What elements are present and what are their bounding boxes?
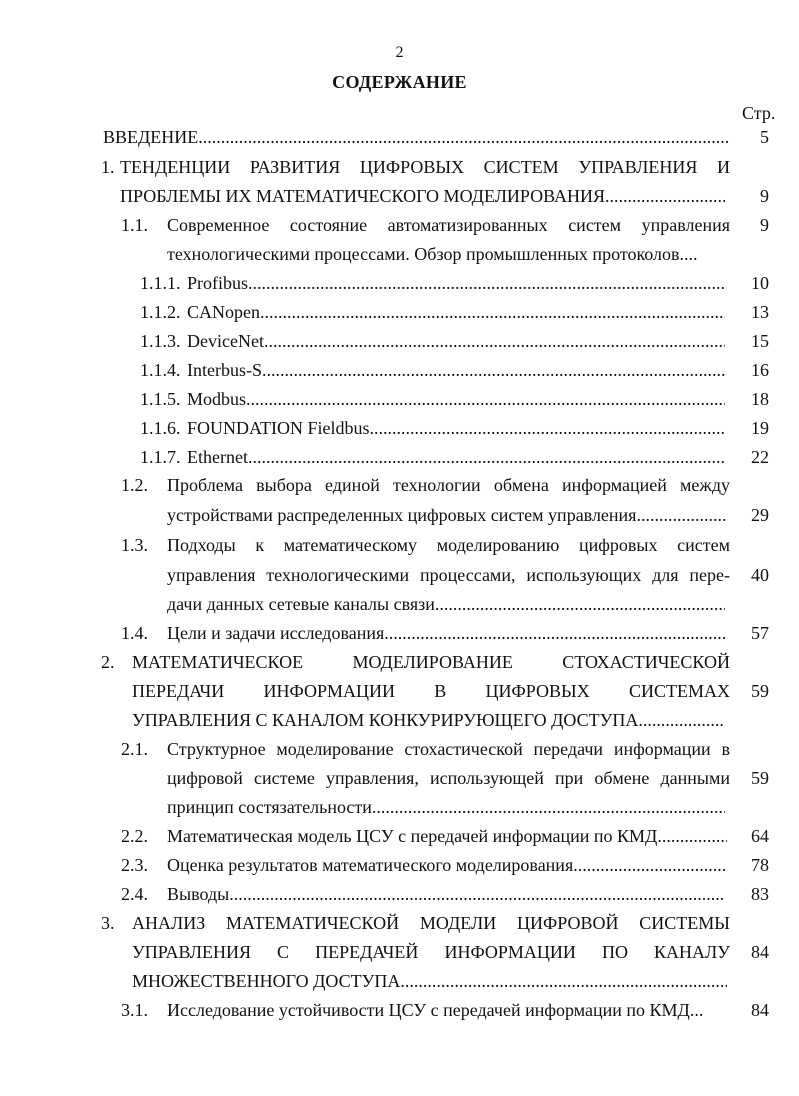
toc-subsection-number: 1.1.6. xyxy=(140,418,181,438)
toc-page-number: 10 xyxy=(751,273,769,293)
dot-leader xyxy=(262,356,725,384)
toc-entry-title: Modbus xyxy=(187,389,247,409)
toc-section-number: 2.2. xyxy=(121,826,148,846)
toc-chapter-2-line-1: МАТЕМАТИЧЕСКОЕ МОДЕЛИРОВАНИЕ СТОХАСТИЧЕСКОЙ xyxy=(132,652,730,672)
toc-section-1-3-line-2: управления технологическими процессами, использующих для пере- xyxy=(167,565,730,585)
dot-leader xyxy=(372,793,725,821)
toc-chapter-1-line-2 xyxy=(120,182,725,210)
toc-page-number: 84 xyxy=(751,942,769,962)
toc-chapter-number: 2. xyxy=(101,652,115,672)
page-column-label: Стр. xyxy=(742,103,776,123)
toc-section-1-2-line-1: Проблема выбора единой технологии обмена информацией между xyxy=(167,475,730,495)
toc-section-number: 1.1. xyxy=(121,215,148,235)
toc-chapter-2-line-3 xyxy=(132,706,725,734)
dot-leader xyxy=(435,590,725,618)
toc-section-2-1-line-1: Структурное моделирование стохастической передачи информации в xyxy=(167,739,730,759)
toc-section-2-2 xyxy=(167,822,727,850)
toc-page-number: 64 xyxy=(751,826,769,846)
toc-page-number: 59 xyxy=(751,681,769,701)
toc-section-number: 2.1. xyxy=(121,739,148,759)
toc-subsection-entry xyxy=(187,356,725,384)
toc-entry-title: Выводы xyxy=(167,884,230,904)
dot-leader xyxy=(229,880,725,908)
toc-entry-title: ВВЕДЕНИЕ xyxy=(103,127,199,147)
toc-entry-title: МНОЖЕСТВЕННОГО ДОСТУПА xyxy=(132,971,401,991)
toc-subsection-number: 1.1.2. xyxy=(140,302,181,322)
dot-leader xyxy=(370,414,725,442)
toc-section-2-1-line-3 xyxy=(167,793,725,821)
toc-subsection-entry xyxy=(187,414,725,442)
toc-section-number: 1.4. xyxy=(121,623,148,643)
toc-entry-title: Ethernet xyxy=(187,447,248,467)
toc-entry-title: Interbus-S xyxy=(187,360,262,380)
toc-section-number: 1.3. xyxy=(121,535,148,555)
dot-leader xyxy=(260,298,725,326)
page-number: 2 xyxy=(395,44,404,61)
toc-chapter-2-line-2: ПЕРЕДАЧИ ИНФОРМАЦИИ В ЦИФРОВЫХ СИСТЕМАХ xyxy=(132,681,730,701)
toc-entry-intro xyxy=(103,123,730,151)
toc-subsection-entry xyxy=(187,443,725,471)
toc-chapter-3-line-2: УПРАВЛЕНИЯ С ПЕРЕДАЧЕЙ ИНФОРМАЦИИ ПО КАНАЛУ xyxy=(132,942,730,962)
dot-leader xyxy=(573,851,727,879)
toc-page-number: 57 xyxy=(751,623,769,643)
dot-leader xyxy=(638,706,725,734)
toc-page-number: 84 xyxy=(751,1000,769,1020)
toc-entry-title: Оценка результатов математического моделирования xyxy=(167,855,574,875)
toc-section-1-4 xyxy=(167,619,725,647)
toc-entry-title: DeviceNet xyxy=(187,331,264,351)
toc-section-number: 3.1. xyxy=(121,1000,148,1020)
toc-section-1-1-line-1: Современное состояние автоматизированных систем управления xyxy=(167,215,730,235)
toc-page-number: 40 xyxy=(751,565,769,585)
dot-leader xyxy=(248,269,725,297)
toc-page-number: 59 xyxy=(751,768,769,788)
toc-section-1-3-line-3 xyxy=(167,590,725,618)
toc-page-number: 5 xyxy=(760,127,769,147)
dot-leader xyxy=(400,967,727,995)
toc-page-number: 29 xyxy=(751,505,769,525)
toc-subsection-entry xyxy=(187,385,725,413)
toc-section-3-1: Исследование устойчивости ЦСУ с передачей информации по КМД... xyxy=(167,1000,704,1020)
page-title: СОДЕРЖАНИЕ xyxy=(332,72,467,92)
toc-entry-title: устройствами распределенных цифровых систем управления xyxy=(167,505,637,525)
toc-entry-title: УПРАВЛЕНИЯ С КАНАЛОМ КОНКУРИРУЮЩЕГО ДОСТУПА xyxy=(132,710,639,730)
dot-leader xyxy=(657,822,727,850)
toc-section-2-3 xyxy=(167,851,727,879)
toc-section-2-4 xyxy=(167,880,725,908)
toc-page-number: 22 xyxy=(751,447,769,467)
dot-leader xyxy=(636,501,727,529)
toc-section-number: 1.2. xyxy=(121,475,148,495)
dot-leader xyxy=(246,385,725,413)
dot-leader xyxy=(605,182,725,210)
toc-entry-title: FOUNDATION Fieldbus xyxy=(187,418,370,438)
toc-section-number: 2.3. xyxy=(121,855,148,875)
toc-chapter-1-line-1: ТЕНДЕНЦИИ РАЗВИТИЯ ЦИФРОВЫХ СИСТЕМ УПРАВЛЕНИЯ И xyxy=(120,157,730,177)
toc-page-number: 9 xyxy=(760,215,769,235)
toc-chapter-number: 1. xyxy=(101,157,115,177)
toc-subsection-number: 1.1.1. xyxy=(140,273,181,293)
dot-leader xyxy=(198,123,730,151)
toc-page-number: 78 xyxy=(751,855,769,875)
toc-chapter-3-line-3 xyxy=(132,967,727,995)
toc-chapter-3-line-1: АНАЛИЗ МАТЕМАТИЧЕСКОЙ МОДЕЛИ ЦИФРОВОЙ СИСТЕМЫ xyxy=(132,913,730,933)
dot-leader xyxy=(384,619,725,647)
toc-page-number: 19 xyxy=(751,418,769,438)
toc-page-number: 16 xyxy=(751,360,769,380)
toc-subsection-number: 1.1.7. xyxy=(140,447,181,467)
toc-entry-title: дачи данных сетевые каналы связи xyxy=(167,594,435,614)
toc-page-number: 13 xyxy=(751,302,769,322)
toc-page-number: 83 xyxy=(751,884,769,904)
toc-section-number: 2.4. xyxy=(121,884,148,904)
toc-chapter-number: 3. xyxy=(101,913,115,933)
toc-section-1-3-line-1: Подходы к математическому моделированию цифровых систем xyxy=(167,535,730,555)
toc-subsection-number: 1.1.4. xyxy=(140,360,181,380)
toc-page-number: 9 xyxy=(760,186,769,206)
toc-section-2-1-line-2: цифровой системе управления, использующей при обмене данными xyxy=(167,768,730,788)
dot-leader xyxy=(264,327,725,355)
toc-subsection-entry xyxy=(187,298,725,326)
toc-subsection-entry xyxy=(187,327,725,355)
toc-entry-title: ПРОБЛЕМЫ ИХ МАТЕМАТИЧЕСКОГО МОДЕЛИРОВАНИЯ xyxy=(120,186,606,206)
toc-entry-title: Математическая модель ЦСУ с передачей информации по КМД xyxy=(167,826,658,846)
toc-page-number: 18 xyxy=(751,389,769,409)
toc-section-1-2-line-2 xyxy=(167,501,727,529)
toc-section-1-1-line-2: технологическими процессами. Обзор промышленных протоколов.... xyxy=(167,244,698,264)
toc-entry-title: CANopen xyxy=(187,302,260,322)
toc-page-number: 15 xyxy=(751,331,769,351)
toc-entry-title: Цели и задачи исследования xyxy=(167,623,385,643)
toc-entry-title: принцип состязательности xyxy=(167,797,372,817)
toc-subsection-entry xyxy=(187,269,725,297)
toc-entry-title: Profibus xyxy=(187,273,249,293)
dot-leader xyxy=(248,443,725,471)
toc-subsection-number: 1.1.3. xyxy=(140,331,181,351)
toc-subsection-number: 1.1.5. xyxy=(140,389,181,409)
